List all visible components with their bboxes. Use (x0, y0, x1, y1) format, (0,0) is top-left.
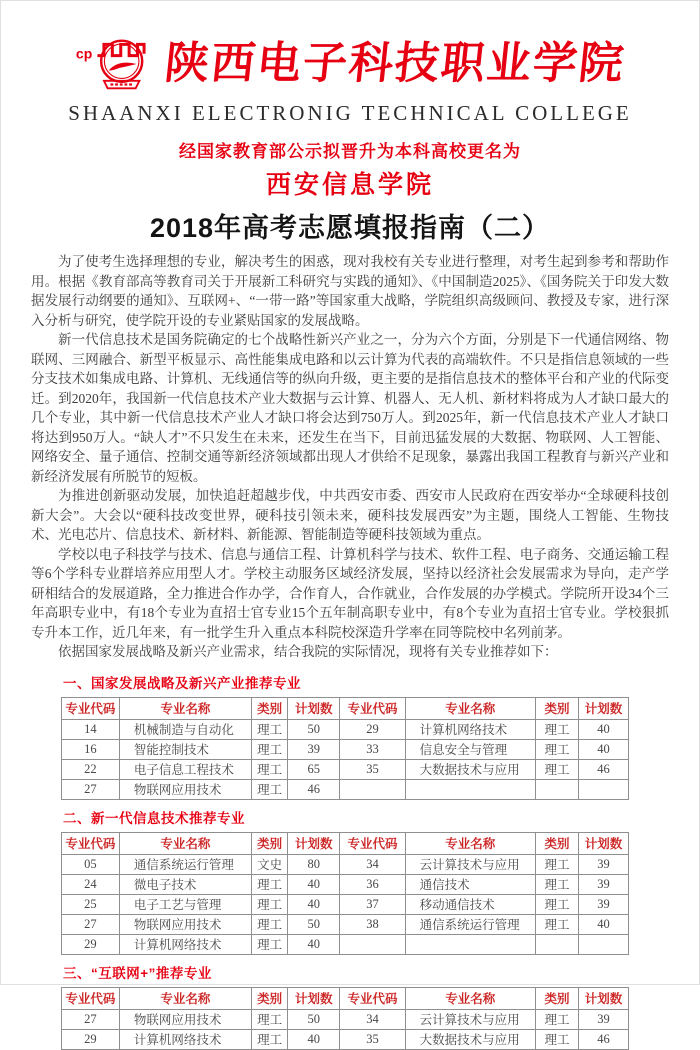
college-name-chinese: 陕西电子科技职业学院 (162, 38, 628, 89)
table-row (62, 934, 629, 954)
paragraph-recommend-intro: 依据国家发展战略及新兴产业需求，结合我院的实际情况，现将有关专业推荐如下： (58, 644, 558, 659)
value-cell: 29 (62, 934, 120, 954)
value-cell: 34 (340, 854, 405, 874)
value-cell: 46 (579, 759, 629, 779)
value-cell: 理工 (251, 719, 287, 739)
value-cell: 理工 (535, 739, 578, 759)
table-row (62, 874, 629, 894)
column-header: 计划数 (579, 832, 629, 854)
value-cell (579, 779, 629, 799)
value-cell: 理工 (535, 854, 578, 874)
table-row (62, 719, 629, 739)
value-cell: 36 (340, 874, 405, 894)
table-header-row (62, 697, 629, 719)
value-cell: 50 (288, 719, 340, 739)
value-cell: 05 (62, 854, 120, 874)
column-header: 专业名称 (405, 987, 535, 1009)
value-cell: 理工 (535, 914, 578, 934)
major-name-cell: 电子工艺与管理 (119, 894, 251, 914)
table-row (62, 779, 629, 799)
value-cell: 理工 (535, 1009, 578, 1029)
column-header: 计划数 (288, 987, 340, 1009)
column-header: 专业代码 (340, 697, 405, 719)
column-header: 专业代码 (62, 697, 120, 719)
value-cell: 39 (579, 854, 629, 874)
value-cell: 理工 (251, 759, 287, 779)
value-cell: 50 (288, 1009, 340, 1029)
major-name-cell: 物联网应用技术 (119, 779, 251, 799)
value-cell: 50 (288, 914, 340, 934)
value-cell: 理工 (535, 759, 578, 779)
column-header: 专业名称 (119, 987, 251, 1009)
value-cell: 65 (288, 759, 340, 779)
value-cell (535, 779, 578, 799)
value-cell: 文史 (251, 854, 287, 874)
value-cell: 29 (62, 1029, 120, 1049)
table-row (62, 894, 629, 914)
value-cell: 46 (579, 1029, 629, 1049)
value-cell (340, 779, 405, 799)
value-cell: 35 (340, 1029, 405, 1049)
column-header: 专业名称 (405, 697, 535, 719)
masthead (1, 1, 699, 245)
square-wave-icon (97, 44, 144, 55)
majors-table (61, 987, 629, 1050)
section-heading: 二、新一代信息技术推荐专业 (63, 810, 245, 826)
value-cell: 34 (340, 1009, 405, 1029)
table-row (62, 739, 629, 759)
column-header: 专业名称 (119, 697, 251, 719)
value-cell: 理工 (251, 894, 287, 914)
value-cell: 40 (288, 894, 340, 914)
majors-table (61, 832, 629, 955)
value-cell: 46 (288, 779, 340, 799)
logo-cp-text: cp (75, 45, 93, 62)
major-name-cell: 物联网应用技术 (119, 1009, 251, 1029)
major-name-cell: 电子信息工程技术 (119, 759, 251, 779)
column-header: 类别 (535, 832, 578, 854)
paragraph-hard-tech: 为推进创新驱动发展，加快追赶超越步伐，中共西安市委、西安市人民政府在西安举办“全球硬科技创新大会”。大会以“硬科技改变世界，硬科技引领未来，硬科技发展西安”为主题，围绕人工智能、生物技术、光电芯片、信息技术、新材料、新能源、智能制造等硬科技领域为重点。 (31, 488, 669, 542)
value-cell: 40 (288, 934, 340, 954)
value-cell: 27 (62, 779, 120, 799)
major-name-cell: 通信系统运行管理 (405, 914, 535, 934)
paragraph-new-gen-it: 新一代信息技术是国务院确定的七个战略性新兴产业之一，分为六个方面，分别是下一代通信网络、物联网、三网融合、新型平板显示、高性能集成电路和以云计算为代表的高端软件。不只是指信息领域的一些分支技术如集成电路、计算机、无线通信等的纵向升级，更主要的是指信息技术的整体平台和产业的代际变迁。到2020年，我国新一代信息技术产业大数据与云计算、机器人、无人机、新材料将成为人才缺口最大的几个专业，其中新一代信息技术产业人才缺口将会达到750万人。到2025年，新一代信息技术产业人才缺口将达到950万人。“缺人才”不只发生在未来，还发生在当下，目前迅猛发展的大数据、物联网、人工智能、网络安全、量子通信、控制交通等新经济领域都出现人才供给不足现象，暴露出我国工程教育与新兴产业和新经济发展有所脱节的短板。 (31, 332, 669, 484)
major-name-cell: 大数据技术与应用 (405, 759, 535, 779)
value-cell: 理工 (535, 1029, 578, 1049)
value-cell: 理工 (535, 874, 578, 894)
column-header: 计划数 (579, 697, 629, 719)
major-name-cell: 计算机网络技术 (405, 719, 535, 739)
value-cell: 29 (340, 719, 405, 739)
column-header: 计划数 (288, 697, 340, 719)
value-cell: 理工 (251, 1029, 287, 1049)
value-cell (340, 934, 405, 954)
column-header: 专业名称 (405, 832, 535, 854)
table-header-row (62, 832, 629, 854)
section-national-strategy (61, 672, 629, 800)
value-cell: 理工 (251, 779, 287, 799)
column-header: 专业代码 (62, 987, 120, 1009)
recommendation-sections (1, 662, 699, 1050)
major-name-cell: 智能控制技术 (119, 739, 251, 759)
paragraph-intro: 为了使考生选择理想的专业，解决考生的困惑，现对我校有关专业进行整理，对考生起到参考和帮助作用。根据《教育部高等教育司关于开展新工科研究与实践的通知》、《中国制造2025》、《国务院关于印发大数据发展行动纲要的通知》、互联网+、“一带一路”等国家重大战略，学院组织高级顾问、教授及专家，进行深入分析与研究，使学院开设的专业紧贴国家的发展战略。 (31, 254, 669, 328)
major-name-cell (405, 934, 535, 954)
value-cell: 理工 (251, 874, 287, 894)
table-row (62, 1009, 629, 1029)
value-cell: 80 (288, 854, 340, 874)
value-cell: 理工 (535, 719, 578, 739)
value-cell: 27 (62, 1009, 120, 1029)
column-header: 专业代码 (340, 987, 405, 1009)
value-cell: 理工 (251, 934, 287, 954)
major-name-cell: 微电子技术 (119, 874, 251, 894)
major-name-cell (405, 779, 535, 799)
body-text (1, 245, 699, 662)
major-name-cell: 机械制造与自动化 (119, 719, 251, 739)
major-name-cell: 计算机网络技术 (119, 934, 251, 954)
major-name-cell: 信息安全与管理 (405, 739, 535, 759)
announce-line: 经国家教育部公示拟晋升为本科高校更名为 (179, 142, 521, 161)
value-cell: 37 (340, 894, 405, 914)
section-heading: 一、国家发展战略及新兴产业推荐专业 (63, 675, 301, 691)
column-header: 类别 (251, 987, 287, 1009)
section-heading: 三、“互联网+”推荐专业 (63, 965, 212, 981)
majors-table (61, 697, 629, 800)
section-new-gen-it (61, 807, 629, 955)
column-header: 专业名称 (119, 832, 251, 854)
value-cell: 40 (579, 739, 629, 759)
major-name-cell: 大数据技术与应用 (405, 1029, 535, 1049)
table-row (62, 914, 629, 934)
table-row (62, 1029, 629, 1049)
major-name-cell: 通信系统运行管理 (119, 854, 251, 874)
major-name-cell: 云计算技术与应用 (405, 854, 535, 874)
college-name-english: SHAANXI ELECTRONIG TECHNICAL COLLEGE (68, 101, 632, 125)
column-header: 类别 (535, 987, 578, 1009)
column-header: 类别 (251, 832, 287, 854)
column-header: 类别 (251, 697, 287, 719)
value-cell: 25 (62, 894, 120, 914)
major-name-cell: 计算机网络技术 (119, 1029, 251, 1049)
value-cell: 39 (288, 739, 340, 759)
value-cell: 39 (579, 894, 629, 914)
column-header: 类别 (535, 697, 578, 719)
major-name-cell: 云计算技术与应用 (405, 1009, 535, 1029)
section-internet-plus (61, 962, 629, 1050)
table-header-row (62, 987, 629, 1009)
value-cell: 14 (62, 719, 120, 739)
value-cell: 40 (579, 719, 629, 739)
table-row (62, 854, 629, 874)
major-name-cell: 物联网应用技术 (119, 914, 251, 934)
value-cell: 39 (579, 1009, 629, 1029)
brand-row (1, 31, 699, 97)
column-header: 专业代码 (62, 832, 120, 854)
value-cell (579, 934, 629, 954)
value-cell: 24 (62, 874, 120, 894)
column-header: 计划数 (288, 832, 340, 854)
value-cell: 38 (340, 914, 405, 934)
value-cell: 33 (340, 739, 405, 759)
major-name-cell: 通信技术 (405, 874, 535, 894)
college-logo-icon (75, 33, 159, 95)
value-cell: 理工 (251, 914, 287, 934)
value-cell: 16 (62, 739, 120, 759)
column-header: 计划数 (579, 987, 629, 1009)
value-cell: 理工 (251, 1009, 287, 1029)
value-cell: 39 (579, 874, 629, 894)
value-cell: 理工 (535, 894, 578, 914)
table-row (62, 759, 629, 779)
value-cell: 27 (62, 914, 120, 934)
value-cell: 理工 (251, 739, 287, 759)
value-cell: 40 (579, 914, 629, 934)
value-cell: 40 (288, 1029, 340, 1049)
value-cell: 22 (62, 759, 120, 779)
value-cell (535, 934, 578, 954)
value-cell: 40 (288, 874, 340, 894)
column-header: 专业代码 (340, 832, 405, 854)
value-cell: 35 (340, 759, 405, 779)
new-college-name: 西安信息学院 (265, 171, 434, 199)
swoosh-icon (109, 63, 137, 71)
major-name-cell: 移动通信技术 (405, 894, 535, 914)
document-title: 2018年高考志愿填报指南（二） (149, 213, 551, 243)
paragraph-school-intro: 学校以电子科技学与技术、信息与通信工程、计算机科学与技术、软件工程、电子商务、交通运输工程等6个学科专业群培养应用型人才。学校主动服务区域经济发展，坚持以经济社会发展需求为导向，走产学研相结合的发展道路，全力推进合作办学，合作育人，合作就业，合作发展的办学模式。学院所开设34个三年高职专业中，有18个专业为直招士官专业15个五年制高职专业中，有8个专业为直招士官专业。学校狠抓专升本工作，近几年来，有一批学生升入重点本科院校深造升学率在同等院校中名列前茅。 (31, 546, 669, 640)
